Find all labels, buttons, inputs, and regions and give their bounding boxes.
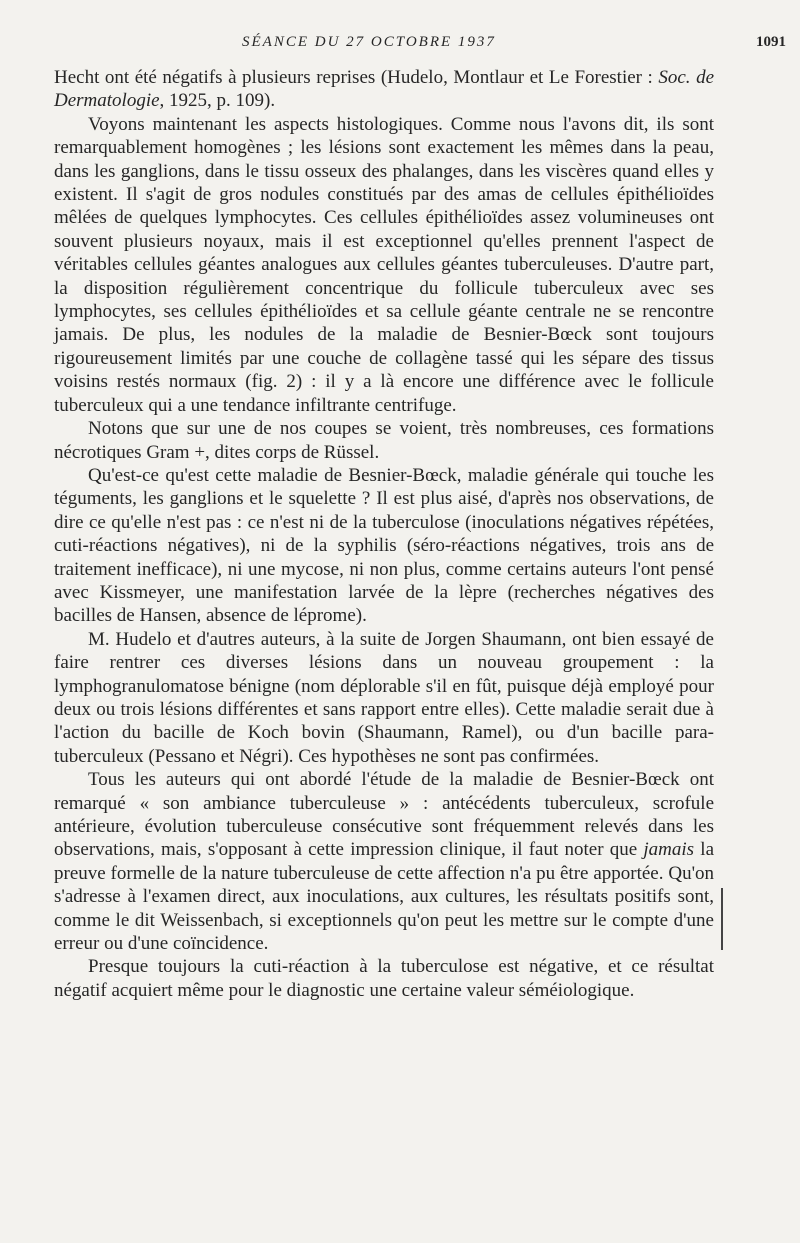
paragraph [54, 628, 714, 768]
paragraph [54, 768, 714, 955]
paragraph [54, 66, 714, 113]
body-text [54, 66, 714, 1002]
running-title: SÉANCE DU 27 OCTOBRE 1937 [242, 34, 496, 50]
italic-text-segment: Soc. de Dermatologie [54, 67, 714, 112]
paragraph [54, 955, 714, 1002]
text-segment: , 1925, p. 109). [159, 90, 276, 112]
paragraph [54, 417, 714, 464]
paragraph [54, 113, 714, 417]
text-segment: Qu'est-ce qu'est cette maladie de Besnier-Bœck, maladie générale qui touche les téguments, les ganglions et le squelette ? Il est plus aisé, d'après nos observations, de dire ce qu'elle n'est pas : ce n'est ni de la tuberculose (inoculations négatives répétées, cuti-réactions négatives), ni de la syphilis (séro-réactions négatives, trois ans de traitement inefficace), ni une mycose, ni non plus, comme certains auteurs l'ont pensé avec Kissmeyer, une manifestation larvée de la lèpre (recherches négatives des bacilles de Hansen, absence de léprome). [54, 464, 714, 627]
running-header [0, 34, 800, 58]
text-segment: Hecht ont été négatifs à plusieurs reprises (Hudelo, Montlaur et Le Forestier : [54, 67, 659, 88]
text-segment: Notons que sur une de nos coupes se voient, très nombreuses, ces formations nécrotiques Gram +, dites corps de Rüssel. [54, 418, 714, 463]
text-segment: Tous les auteurs qui ont abordé l'étude de la maladie de Besnier-Bœck ont remarqué « son ambiance tuberculeuse » : antécédents tuberculeux, scrofule antérieure, évolution tuberculeuse consécutive sont fréquemment relevés dans les observations, mais, s'opposant à cette impression clinique, il faut noter que [54, 769, 714, 861]
paragraph [54, 464, 714, 628]
page-number: 1091 [756, 34, 786, 50]
text-segment: la preuve formelle de la nature tuberculeuse de cette affection n'a pu être apportée. Qu'on s'adresse à l'examen direct, aux inoculations, aux cultures, les résultats positifs sont, comme le dit Weissenbach, si exceptionnels qu'on peut les mettre sur le compte d'une erreur ou d'une coïncidence. [54, 839, 715, 955]
text-segment: Voyons maintenant les aspects histologiques. Comme nous l'avons dit, ils sont remarquablement homogènes ; les lésions sont exactement les mêmes dans la peau, dans les ganglions, dans le tissu osseux des phalanges, dans les viscères quand elles y existent. Il s'agit de gros nodules constitués par des amas de cellules épithélioïdes mêlées de quelques lymphocytes. Ces cellules épithélioïdes assez volumineuses ont souvent plusieurs noyaux, mais il est exceptionnel qu'elles prennent l'aspect de véritables cellules géantes analogues aux cellules géantes tuberculeuses. D'autre part, la disposition régulièrement concentrique du follicule tuberculeux avec ses lymphocytes, ses cellules épithélioïdes et sa cellule géante centrale ne se rencontre jamais. De plus, les nodules de la maladie de Besnier-Bœck sont toujours rigoureusement limités par une couche de collagène tassé qui les sépare des tissus voisins restés normaux (fig. 2) : il y a là encore une différence avec le follicule tuberculeux qui a une tendance infiltrante centrifuge. [54, 113, 714, 416]
margin-line-mark [721, 888, 723, 950]
italic-text-segment: jamais [643, 839, 695, 861]
text-segment: Presque toujours la cuti-réaction à la tuberculose est négative, et ce résultat négatif acquiert même pour le diagnostic une certaine valeur séméiologique. [54, 956, 714, 1001]
text-segment: M. Hudelo et d'autres auteurs, à la suite de Jorgen Shaumann, ont bien essayé de faire rentrer ces diverses lésions dans un nouveau groupement : la lymphogranulomatose bénigne (nom déplorable s'il en fût, puisque déjà employé pour deux ou trois lésions différentes et sans rapport entre elles). Cette maladie serait due à l'action du bacille de Koch bovin (Shaumann, Ramel), ou d'un bacille para-tuberculeux (Pessano et Négri). Ces hypothèses ne sont pas confirmées. [54, 628, 714, 767]
